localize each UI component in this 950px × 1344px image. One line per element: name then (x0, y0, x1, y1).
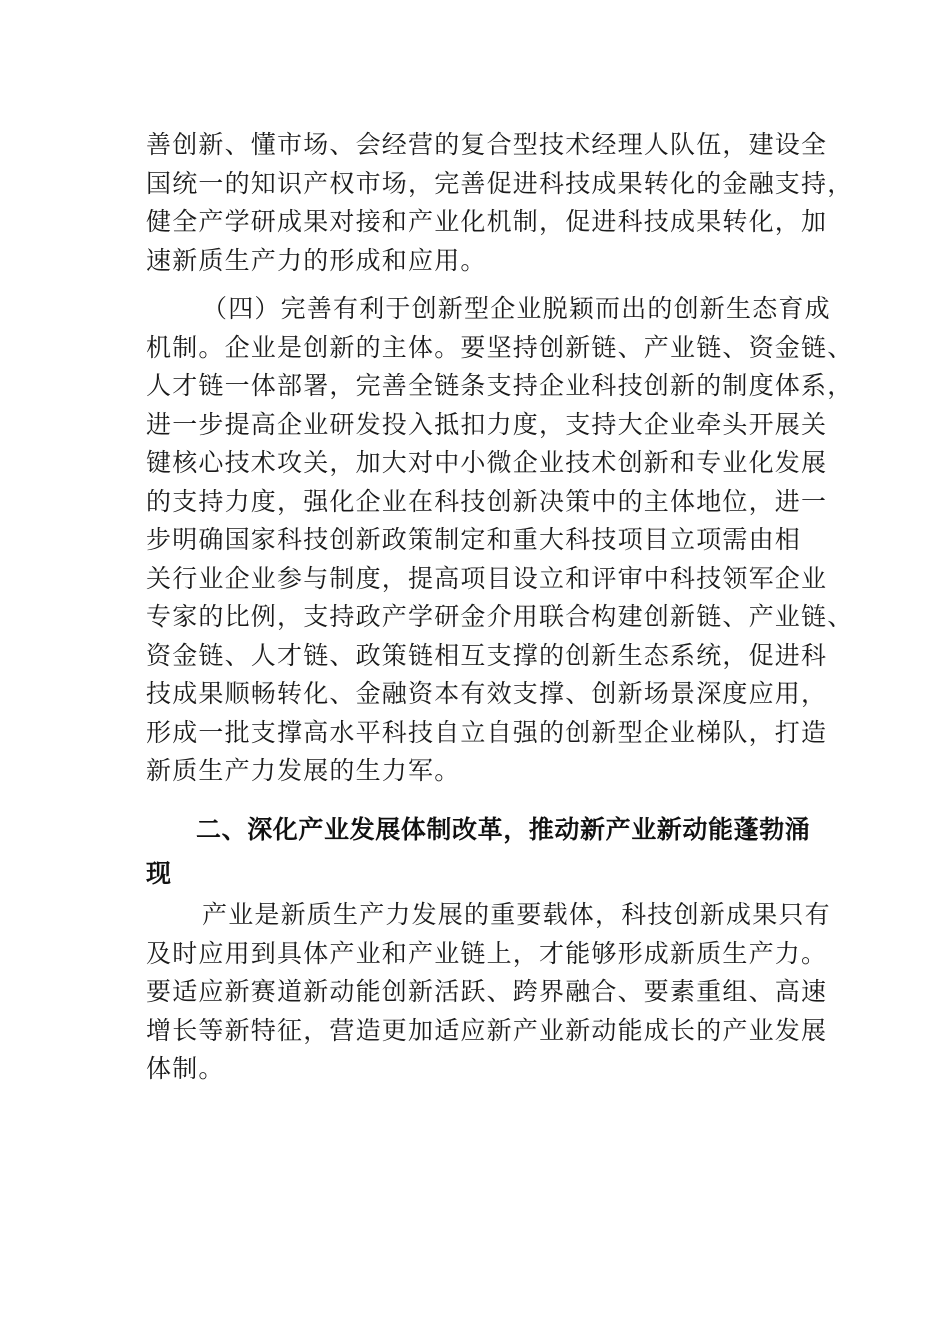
text-line: 增长等新特征，营造更加适应新产业新动能成长的产业发展 (146, 1015, 828, 1045)
text-line: 步明确国家科技创新政策制定和重大科技项目立项需由相 (146, 525, 802, 554)
paragraph-tech-transfer (146, 126, 854, 280)
text-line: 机制。企业是创新的主体。要坚持创新链、产业链、资金链、 (146, 332, 854, 362)
text-line: 技成果顺畅转化、金融资本有效支撑、创新场景深度应用， (146, 679, 828, 708)
text-line: 国统一的知识产权市场，完善促进科技成果转化的金融支持， (146, 168, 854, 198)
paragraph-innovation-ecosystem (146, 290, 854, 791)
section-heading (146, 808, 826, 896)
text-line: 关行业企业参与制度，提高项目设立和评审中科技领军企业 (146, 563, 828, 593)
text-line: 体制。 (146, 1054, 225, 1083)
text-line: 健全产学研成果对接和产业化机制，促进科技成果转化，加 (146, 207, 828, 236)
text-line: 人才链一体部署，完善全链条支持企业科技创新的制度体系， (146, 371, 854, 400)
text-line: 资金链、人才链、政策链相互支撑的创新生态系统，促进科 (146, 640, 828, 670)
text-line: 形成一批支撑高水平科技自立自强的创新型企业梯队，打造 (146, 717, 828, 747)
text-line: 的支持力度，强化企业在科技创新决策中的主体地位，进一 (146, 486, 828, 516)
text-line: 进一步提高企业研发投入抵扣力度，支持大企业牵头开展关 (146, 409, 828, 439)
text-line: 产业是新质生产力发展的重要载体，科技创新成果只有 (202, 900, 831, 929)
text-line: 专家的比例，支持政产学研金介用联合构建创新链、产业链、 (146, 602, 854, 631)
text-line: 要适应新赛道新动能创新活跃、跨界融合、要素重组、高速 (146, 977, 828, 1006)
text-line: 新质生产力发展的生力军。 (146, 756, 461, 785)
text-line: 及时应用到具体产业和产业链上，才能够形成新质生产力。 (146, 938, 828, 968)
text-line: 键核心技术攻关，加大对中小微企业技术创新和专业化发展 (146, 448, 828, 477)
text-line: （四）完善有利于创新型企业脱颖而出的创新生态育成 (202, 294, 831, 323)
paragraph-industry-carrier (146, 896, 831, 1089)
text-line: 善创新、懂市场、会经营的复合型技术经理人队伍，建设全 (146, 130, 828, 159)
heading-line: 二、深化产业发展体制改革，推动新产业新动能蓬勃涌 (196, 815, 811, 844)
text-line: 速新质生产力的形成和应用。 (146, 245, 487, 275)
heading-line: 现 (146, 859, 172, 888)
